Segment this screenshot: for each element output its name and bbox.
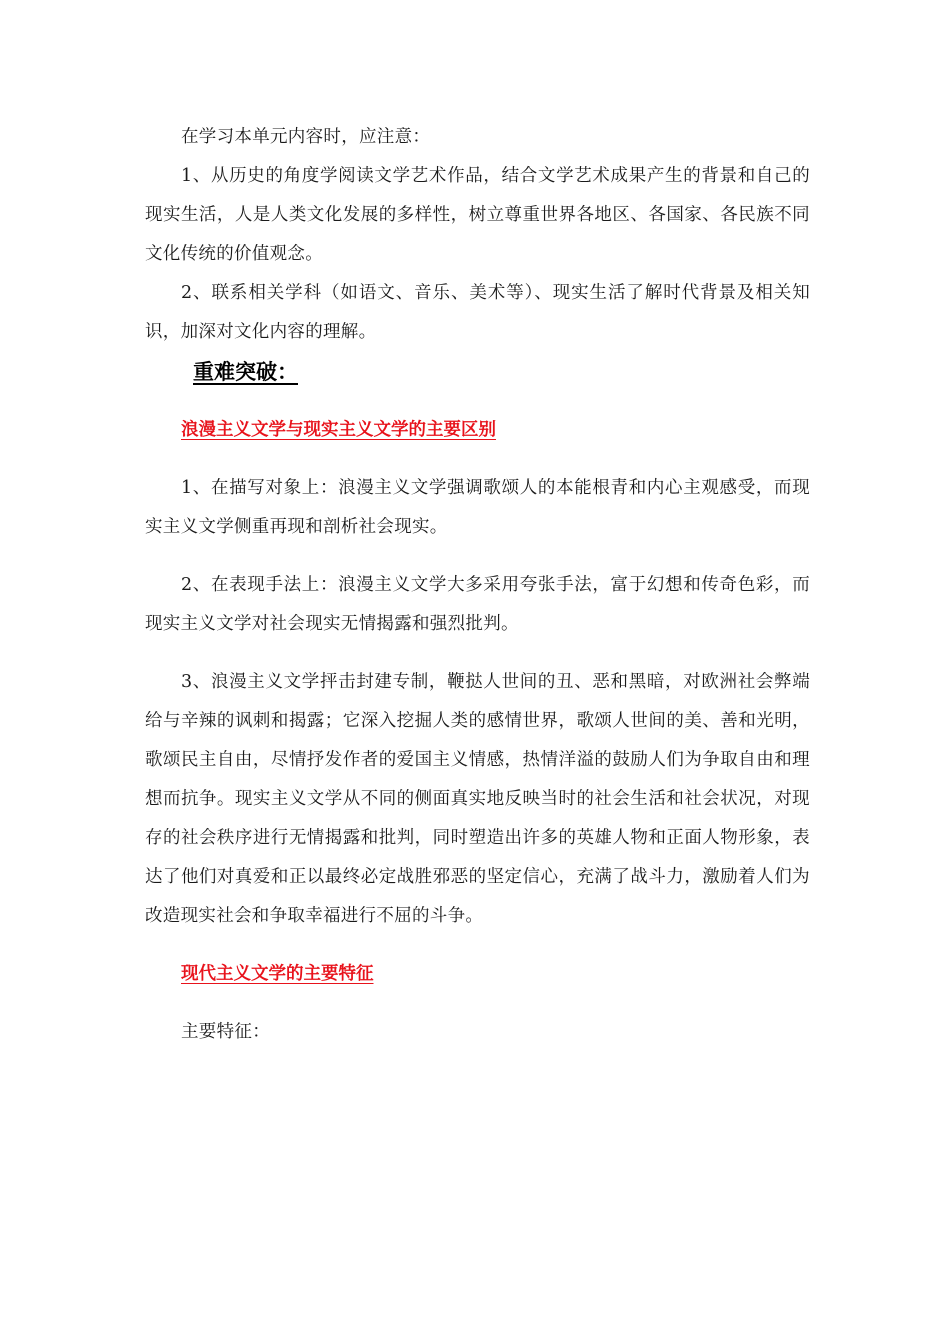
section1-item-2: 2、在表现手法上：浪漫主义文学大多采用夸张手法，富于幻想和传奇色彩，而现实主义文学对社会现实无情揭露和强烈批判。: [145, 575, 810, 634]
spacer: [145, 644, 810, 663]
section1-heading-row: [145, 411, 810, 450]
section2-heading-row: [145, 955, 810, 994]
section-title-row: [145, 352, 810, 392]
section1-heading: 浪漫主义文学与现实主义文学的主要区别: [181, 420, 496, 440]
intro-point-1: 1、从历史的角度学阅读文学艺术作品，结合文学艺术成果产生的背景和自己的现实生活，人是人类文化发展的多样性，树立尊重世界各地区、各国家、各民族不同文化传统的价值观念。: [145, 166, 810, 264]
section-title: 重难突破：: [193, 360, 298, 384]
spacer: [145, 547, 810, 566]
section2-lead: 主要特征：: [181, 1022, 270, 1042]
spacer: [145, 392, 810, 411]
section1-item-3: 3、浪漫主义文学抨击封建专制，鞭挞人世间的丑、恶和黑暗，对欧洲社会弊端给与辛辣的讽刺和揭露；它深入挖掘人类的感情世界，歌颂人世间的美、善和光明，歌颂民主自由，尽情抒发作者的爱国主义情感，热情洋溢的鼓励人们为争取自由和理想而抗争。现实主义文学从不同的侧面真实地反映当时的社会生活和社会状况，对现存的社会秩序进行无情揭露和批判，同时塑造出许多的英雄人物和正面人物形象，表达了他们对真爱和正以最终必定战胜邪恶的坚定信心，充满了战斗力，激励着人们为改造现实社会和争取幸福进行不屈的斗争。: [145, 672, 810, 926]
spacer: [145, 450, 810, 469]
spacer: [145, 936, 810, 955]
intro-lead: 在学习本单元内容时，应注意：: [181, 127, 431, 147]
document-body: [145, 118, 810, 1052]
section2-heading: 现代主义文学的主要特征: [181, 964, 374, 984]
intro-point-2: 2、联系相关学科（如语文、音乐、美术等）、现实生活了解时代背景及相关知识，加深对文化内容的理解。: [145, 283, 810, 342]
section1-item-1: 1、在描写对象上：浪漫主义文学强调歌颂人的本能根青和内心主观感受，而现实主义文学侧重再现和剖析社会现实。: [145, 478, 810, 537]
spacer: [145, 994, 810, 1013]
